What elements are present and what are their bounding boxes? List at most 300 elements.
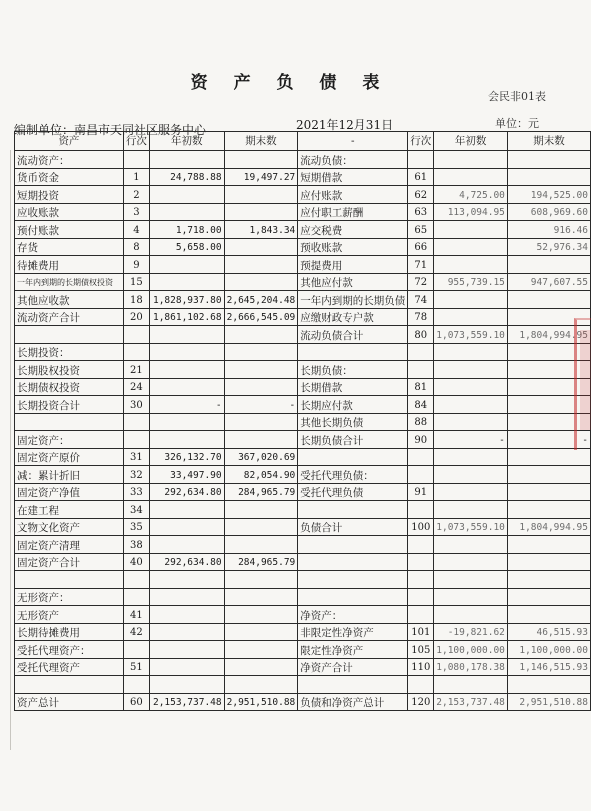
liability-opening xyxy=(434,378,508,396)
table-row xyxy=(15,291,591,309)
liability-opening xyxy=(434,501,508,519)
liability-opening xyxy=(434,151,508,169)
table-row xyxy=(15,413,591,431)
asset-opening xyxy=(149,571,224,589)
asset-closing xyxy=(224,238,298,256)
table-row xyxy=(15,343,591,361)
asset-name: 应收账款 xyxy=(15,203,124,221)
asset-closing: 367,020.69 xyxy=(224,448,298,466)
liability-line-no: 65 xyxy=(408,221,434,239)
asset-line-no: 21 xyxy=(123,361,149,379)
liability-line-no xyxy=(408,501,434,519)
liability-opening xyxy=(434,256,508,274)
asset-line-no: 35 xyxy=(123,518,149,536)
asset-opening xyxy=(149,606,224,624)
liability-name: 长期应付款 xyxy=(298,396,408,414)
seal-stamp-fill xyxy=(580,330,591,430)
asset-opening xyxy=(149,676,224,694)
liability-line-no: 84 xyxy=(408,396,434,414)
liability-name: 应缴财政专户款 xyxy=(298,308,408,326)
liability-name xyxy=(298,588,408,606)
liability-closing: 1,146,515.93 xyxy=(507,658,590,676)
asset-name: 长期投资合计 xyxy=(15,396,124,414)
asset-name xyxy=(15,326,124,344)
asset-closing xyxy=(224,413,298,431)
asset-line-no: 2 xyxy=(123,186,149,204)
liability-line-no: 120 xyxy=(408,693,434,711)
table-row xyxy=(15,693,591,711)
liability-name: 长期负债合计 xyxy=(298,431,408,449)
liability-line-no: 74 xyxy=(408,291,434,309)
liability-closing: 916.46 xyxy=(507,221,590,239)
asset-line-no xyxy=(123,588,149,606)
liability-line-no xyxy=(408,571,434,589)
col-header-closing: 期末数 xyxy=(224,132,298,151)
asset-name: 其他应收款 xyxy=(15,291,124,309)
liability-line-no: 81 xyxy=(408,378,434,396)
liability-closing xyxy=(507,466,590,484)
asset-closing: 82,054.90 xyxy=(224,466,298,484)
asset-opening: 5,658.00 xyxy=(149,238,224,256)
asset-closing: 2,951,510.88 xyxy=(224,693,298,711)
asset-name: 资产总计 xyxy=(15,693,124,711)
asset-opening xyxy=(149,151,224,169)
liability-opening: 955,739.15 xyxy=(434,273,508,291)
asset-opening xyxy=(149,413,224,431)
liability-closing: 52,976.34 xyxy=(507,238,590,256)
liability-name xyxy=(298,571,408,589)
asset-closing xyxy=(224,431,298,449)
liability-name: 应付职工薪酬 xyxy=(298,203,408,221)
liability-closing xyxy=(507,676,590,694)
liability-line-no: 110 xyxy=(408,658,434,676)
asset-name: 长期股权投资 xyxy=(15,361,124,379)
asset-line-no xyxy=(123,676,149,694)
asset-line-no xyxy=(123,151,149,169)
liability-name xyxy=(298,343,408,361)
liability-opening xyxy=(434,483,508,501)
asset-line-no: 9 xyxy=(123,256,149,274)
liability-name: 预收账款 xyxy=(298,238,408,256)
liability-closing xyxy=(507,168,590,186)
asset-name xyxy=(15,676,124,694)
asset-name: 减：累计折旧 xyxy=(15,466,124,484)
liability-line-no xyxy=(408,361,434,379)
asset-opening xyxy=(149,501,224,519)
asset-closing xyxy=(224,151,298,169)
liability-line-no xyxy=(408,343,434,361)
liability-closing xyxy=(507,501,590,519)
asset-name: 无形资产 xyxy=(15,606,124,624)
asset-closing: 284,965.79 xyxy=(224,483,298,501)
liability-closing: 46,515.93 xyxy=(507,623,590,641)
liability-name: 预提费用 xyxy=(298,256,408,274)
asset-line-no: 31 xyxy=(123,448,149,466)
liability-name: 非限定性净资产 xyxy=(298,623,408,641)
asset-closing: 284,965.79 xyxy=(224,553,298,571)
asset-line-no: 33 xyxy=(123,483,149,501)
asset-closing xyxy=(224,658,298,676)
asset-opening: 1,828,937.80 xyxy=(149,291,224,309)
liability-line-no: 61 xyxy=(408,168,434,186)
liability-line-no xyxy=(408,466,434,484)
liability-line-no: 105 xyxy=(408,641,434,659)
table-row xyxy=(15,606,591,624)
liability-closing xyxy=(507,483,590,501)
liability-opening xyxy=(434,221,508,239)
liability-name: 其他长期负债 xyxy=(298,413,408,431)
liability-name: 净资产合计 xyxy=(298,658,408,676)
form-number: 会民非01表 xyxy=(488,90,546,103)
asset-closing xyxy=(224,326,298,344)
table-row xyxy=(15,396,591,414)
liability-line-no xyxy=(408,606,434,624)
liability-line-no: 90 xyxy=(408,431,434,449)
liability-name: 受托代理负债： xyxy=(298,466,408,484)
liability-closing xyxy=(507,606,590,624)
asset-name: 短期投资 xyxy=(15,186,124,204)
asset-opening xyxy=(149,343,224,361)
asset-line-no: 24 xyxy=(123,378,149,396)
liability-opening xyxy=(434,588,508,606)
asset-line-no: 41 xyxy=(123,606,149,624)
asset-name: 待摊费用 xyxy=(15,256,124,274)
liability-closing: 608,969.60 xyxy=(507,203,590,221)
asset-closing xyxy=(224,361,298,379)
liability-opening: 1,073,559.10 xyxy=(434,518,508,536)
liability-opening xyxy=(434,466,508,484)
table-row xyxy=(15,168,591,186)
report-date: 2021年12月31日 xyxy=(296,118,394,132)
table-row xyxy=(15,658,591,676)
asset-line-no: 60 xyxy=(123,693,149,711)
table-row xyxy=(15,431,591,449)
asset-line-no: 32 xyxy=(123,466,149,484)
asset-opening xyxy=(149,326,224,344)
table-row xyxy=(15,448,591,466)
liability-line-no: 63 xyxy=(408,203,434,221)
asset-name: 预付账款 xyxy=(15,221,124,239)
table-row xyxy=(15,308,591,326)
asset-name: 货币资金 xyxy=(15,168,124,186)
liability-opening: 4,725.00 xyxy=(434,186,508,204)
asset-opening xyxy=(149,186,224,204)
liability-closing: 194,525.00 xyxy=(507,186,590,204)
liability-line-no: 91 xyxy=(408,483,434,501)
asset-line-no: 51 xyxy=(123,658,149,676)
asset-closing xyxy=(224,536,298,554)
asset-line-no: 3 xyxy=(123,203,149,221)
page-margin-line xyxy=(10,150,11,750)
liability-closing xyxy=(507,151,590,169)
asset-line-no: 18 xyxy=(123,291,149,309)
asset-closing xyxy=(224,378,298,396)
liability-closing: 1,804,994.95 xyxy=(507,326,590,344)
liability-opening xyxy=(434,536,508,554)
asset-name: 长期债权投资 xyxy=(15,378,124,396)
liability-name: 负债合计 xyxy=(298,518,408,536)
liability-opening xyxy=(434,448,508,466)
liability-closing xyxy=(507,448,590,466)
col-header-opening: 年初数 xyxy=(149,132,224,151)
liability-opening xyxy=(434,343,508,361)
asset-closing xyxy=(224,343,298,361)
liability-line-no: 66 xyxy=(408,238,434,256)
asset-opening: 24,788.88 xyxy=(149,168,224,186)
asset-name: 固定资产净值 xyxy=(15,483,124,501)
asset-opening: 1,861,102.68 xyxy=(149,308,224,326)
liability-name: 负债和净资产总计 xyxy=(298,693,408,711)
liability-name: 应付账款 xyxy=(298,186,408,204)
asset-name: 一年内到期的长期债权投资 xyxy=(15,273,124,291)
asset-name: 长期投资： xyxy=(15,343,124,361)
table-row xyxy=(15,378,591,396)
liability-closing: 1,804,994.95 xyxy=(507,518,590,536)
liability-opening: -19,821.62 xyxy=(434,623,508,641)
liability-closing xyxy=(507,553,590,571)
asset-closing xyxy=(224,186,298,204)
balance-sheet-body xyxy=(15,132,591,711)
asset-line-no: 8 xyxy=(123,238,149,256)
table-row xyxy=(15,623,591,641)
liability-opening xyxy=(434,308,508,326)
asset-opening: 326,132.70 xyxy=(149,448,224,466)
asset-line-no xyxy=(123,326,149,344)
liability-name xyxy=(298,553,408,571)
asset-line-no: 34 xyxy=(123,501,149,519)
liability-name: 长期借款 xyxy=(298,378,408,396)
currency-unit: 单位：元 xyxy=(495,117,539,130)
table-row xyxy=(15,676,591,694)
table-row xyxy=(15,256,591,274)
asset-closing xyxy=(224,676,298,694)
col-header-assets: 资产 xyxy=(15,132,124,151)
asset-opening: 1,718.00 xyxy=(149,221,224,239)
asset-name: 固定资产清理 xyxy=(15,536,124,554)
liability-line-no xyxy=(408,553,434,571)
asset-closing: 1,843.34 xyxy=(224,221,298,239)
asset-name: 固定资产： xyxy=(15,431,124,449)
table-row xyxy=(15,326,591,344)
asset-name: 存货 xyxy=(15,238,124,256)
liability-line-no: 80 xyxy=(408,326,434,344)
liability-opening xyxy=(434,571,508,589)
asset-name: 流动资产合计 xyxy=(15,308,124,326)
liability-opening xyxy=(434,238,508,256)
asset-opening: 292,634.80 xyxy=(149,553,224,571)
asset-opening: - xyxy=(149,396,224,414)
liability-opening xyxy=(434,553,508,571)
asset-closing xyxy=(224,501,298,519)
liability-name: 其他应付款 xyxy=(298,273,408,291)
asset-line-no xyxy=(123,413,149,431)
liability-name: 应交税费 xyxy=(298,221,408,239)
col-header-line-no: 行次 xyxy=(123,132,149,151)
liability-name xyxy=(298,501,408,519)
liability-name: 限定性净资产 xyxy=(298,641,408,659)
asset-closing xyxy=(224,606,298,624)
asset-opening xyxy=(149,361,224,379)
asset-line-no: 15 xyxy=(123,273,149,291)
liability-opening: 113,094.95 xyxy=(434,203,508,221)
asset-closing xyxy=(224,203,298,221)
table-row xyxy=(15,203,591,221)
asset-closing: 19,497.27 xyxy=(224,168,298,186)
table-row xyxy=(15,553,591,571)
col-header-line-no-2: 行次 xyxy=(408,132,434,151)
liability-opening: 1,080,178.38 xyxy=(434,658,508,676)
asset-name: 在建工程 xyxy=(15,501,124,519)
asset-name: 流动资产： xyxy=(15,151,124,169)
asset-name xyxy=(15,571,124,589)
liability-opening xyxy=(434,413,508,431)
table-row xyxy=(15,186,591,204)
table-row xyxy=(15,588,591,606)
table-row xyxy=(15,361,591,379)
table-header-row xyxy=(15,132,591,151)
asset-opening xyxy=(149,588,224,606)
asset-line-no: 42 xyxy=(123,623,149,641)
liability-line-no: 72 xyxy=(408,273,434,291)
liability-closing xyxy=(507,256,590,274)
table-row xyxy=(15,501,591,519)
asset-line-no: 20 xyxy=(123,308,149,326)
liability-name: 短期借款 xyxy=(298,168,408,186)
liability-name: 流动负债合计 xyxy=(298,326,408,344)
liability-closing xyxy=(507,536,590,554)
asset-opening: 292,634.80 xyxy=(149,483,224,501)
asset-closing xyxy=(224,623,298,641)
asset-opening xyxy=(149,536,224,554)
liability-name xyxy=(298,536,408,554)
liability-line-no xyxy=(408,151,434,169)
asset-closing xyxy=(224,273,298,291)
asset-closing xyxy=(224,641,298,659)
liability-name: 净资产： xyxy=(298,606,408,624)
liability-name xyxy=(298,676,408,694)
asset-closing xyxy=(224,588,298,606)
asset-line-no xyxy=(123,641,149,659)
asset-line-no xyxy=(123,571,149,589)
asset-line-no xyxy=(123,431,149,449)
table-row xyxy=(15,536,591,554)
liability-line-no: 100 xyxy=(408,518,434,536)
liability-closing: 947,607.55 xyxy=(507,273,590,291)
liability-line-no xyxy=(408,536,434,554)
liability-opening xyxy=(434,606,508,624)
asset-closing: - xyxy=(224,396,298,414)
asset-line-no: 1 xyxy=(123,168,149,186)
asset-opening: 2,153,737.48 xyxy=(149,693,224,711)
liability-line-no: 62 xyxy=(408,186,434,204)
table-row xyxy=(15,221,591,239)
asset-opening xyxy=(149,623,224,641)
asset-line-no: 4 xyxy=(123,221,149,239)
liability-closing: - xyxy=(507,431,590,449)
asset-name: 无形资产： xyxy=(15,588,124,606)
liability-name: 一年内到期的长期负债 xyxy=(298,291,408,309)
liability-name xyxy=(298,448,408,466)
asset-opening xyxy=(149,518,224,536)
liability-line-no: 78 xyxy=(408,308,434,326)
asset-line-no: 38 xyxy=(123,536,149,554)
liability-opening: 1,073,559.10 xyxy=(434,326,508,344)
liability-closing: 1,100,000.00 xyxy=(507,641,590,659)
liability-opening: 1,100,000.00 xyxy=(434,641,508,659)
asset-closing xyxy=(224,571,298,589)
table-row xyxy=(15,483,591,501)
liability-opening xyxy=(434,291,508,309)
asset-name: 固定资产原价 xyxy=(15,448,124,466)
asset-closing: 2,666,545.09 xyxy=(224,308,298,326)
table-row xyxy=(15,151,591,169)
asset-opening xyxy=(149,658,224,676)
liability-line-no xyxy=(408,588,434,606)
col-header-closing-2: 期末数 xyxy=(507,132,590,151)
asset-opening xyxy=(149,273,224,291)
asset-line-no xyxy=(123,343,149,361)
col-header-liabilities: - xyxy=(298,132,408,151)
asset-closing xyxy=(224,256,298,274)
asset-line-no: 40 xyxy=(123,553,149,571)
asset-name: 固定资产合计 xyxy=(15,553,124,571)
table-row xyxy=(15,466,591,484)
liability-closing xyxy=(507,571,590,589)
liability-line-no xyxy=(408,676,434,694)
table-row xyxy=(15,571,591,589)
liability-name: 长期负债： xyxy=(298,361,408,379)
asset-name: 长期待摊费用 xyxy=(15,623,124,641)
liability-line-no: 88 xyxy=(408,413,434,431)
liability-opening xyxy=(434,168,508,186)
liability-closing xyxy=(507,588,590,606)
table-row xyxy=(15,273,591,291)
liability-opening: 2,153,737.48 xyxy=(434,693,508,711)
asset-opening xyxy=(149,641,224,659)
balance-sheet-table xyxy=(14,131,591,711)
asset-opening: 33,497.90 xyxy=(149,466,224,484)
liability-line-no: 71 xyxy=(408,256,434,274)
asset-line-no: 30 xyxy=(123,396,149,414)
liability-opening xyxy=(434,361,508,379)
reporting-organization: 编制单位：南昌市天同社区服务中心 xyxy=(14,123,207,137)
asset-name xyxy=(15,413,124,431)
liability-opening xyxy=(434,676,508,694)
asset-opening xyxy=(149,431,224,449)
liability-closing: 2,951,510.88 xyxy=(507,693,590,711)
table-row xyxy=(15,518,591,536)
table-row xyxy=(15,641,591,659)
asset-opening xyxy=(149,378,224,396)
liability-opening: - xyxy=(434,431,508,449)
asset-opening xyxy=(149,203,224,221)
asset-name: 受托代理资产 xyxy=(15,658,124,676)
asset-closing xyxy=(224,518,298,536)
liability-line-no: 101 xyxy=(408,623,434,641)
liability-line-no xyxy=(408,448,434,466)
liability-opening xyxy=(434,396,508,414)
table-row xyxy=(15,238,591,256)
asset-opening xyxy=(149,256,224,274)
liability-name: 流动负债： xyxy=(298,151,408,169)
liability-closing xyxy=(507,291,590,309)
report-title: 资 产 负 债 表 xyxy=(190,73,390,93)
asset-name: 受托代理资产： xyxy=(15,641,124,659)
liability-name: 受托代理负债 xyxy=(298,483,408,501)
asset-closing: 2,645,204.48 xyxy=(224,291,298,309)
asset-name: 文物文化资产 xyxy=(15,518,124,536)
col-header-opening-2: 年初数 xyxy=(434,132,508,151)
